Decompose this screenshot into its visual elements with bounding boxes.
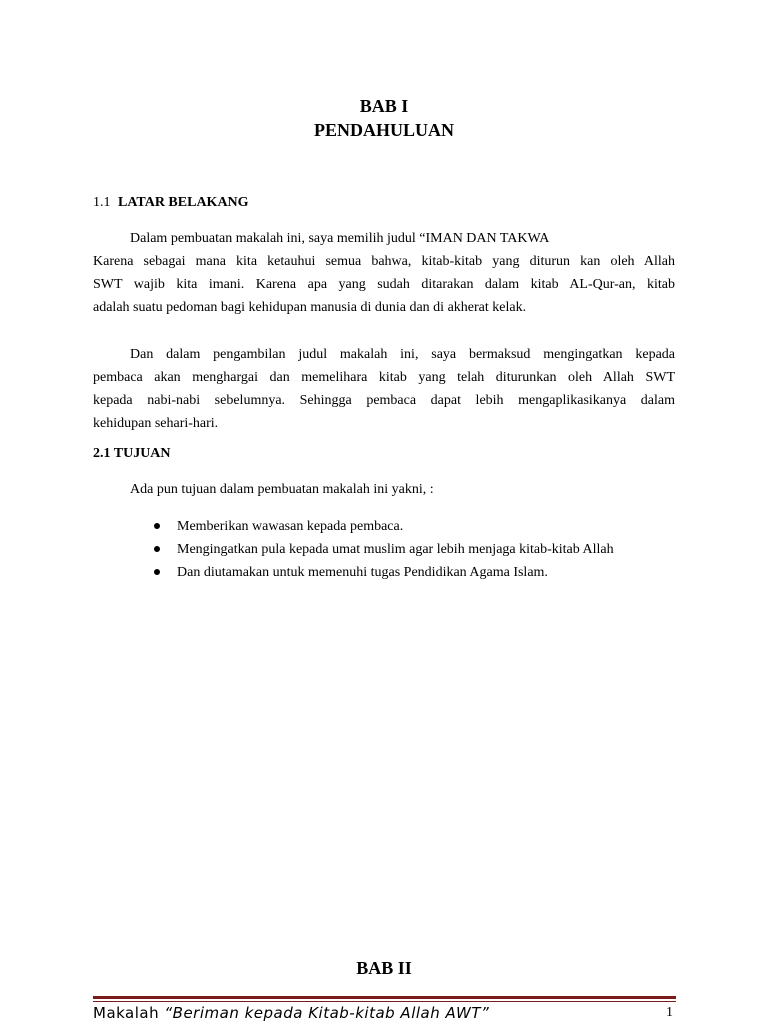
paragraph-line: kehidupan sehari-hari. bbox=[93, 416, 219, 431]
section-heading-tujuan: 2.1 TUJUAN bbox=[93, 446, 171, 461]
chapter-title: PENDAHULUAN bbox=[313, 120, 454, 140]
chapter-label: BAB I bbox=[359, 96, 409, 116]
list-item-text: Dan diutamakan untuk memenuhi tugas Pendidikan Agama Islam. bbox=[177, 565, 548, 580]
paragraph-line: pembaca akan menghargai dan memelihara kitab yang telah diturunkan oleh Allah SWT bbox=[93, 370, 675, 385]
footer-rule-thin bbox=[93, 1001, 676, 1002]
paragraph-line: Dalam pembuatan makalah ini, saya memilih judul “IMAN DAN TAKWA bbox=[130, 231, 550, 246]
paragraph-line: kepada nabi-nabi sebelumnya. Sehingga pembaca dapat lebih mengaplikasikanya dalam bbox=[93, 393, 675, 408]
list-item bbox=[130, 538, 614, 561]
bullet-icon bbox=[154, 546, 160, 552]
section-heading-latar-belakang bbox=[93, 194, 249, 212]
footer-prefix: Makalah bbox=[93, 1004, 165, 1022]
section-title: LATAR BELAKANG bbox=[118, 195, 249, 210]
list-item bbox=[130, 515, 614, 538]
list-item-text: Mengingatkan pula kepada umat muslim agar lebih menjaga kitab-kitab Allah bbox=[177, 542, 614, 557]
paragraph-line: Karena sebagai mana kita ketauhui semua bahwa, kitab-kitab yang diturun kan oleh Allah bbox=[93, 254, 675, 269]
footer-italic-title: “Beriman kepada Kitab-kitab Allah AWT” bbox=[164, 1004, 490, 1022]
chapter-2-label: BAB II bbox=[356, 958, 412, 978]
tujuan-bullet-list bbox=[130, 515, 614, 584]
page-number: 1 bbox=[666, 1005, 673, 1020]
paragraph-latar-belakang-2 bbox=[93, 343, 675, 435]
paragraph-latar-belakang-1 bbox=[93, 227, 675, 319]
footer-title bbox=[93, 1003, 489, 1023]
bullet-icon bbox=[154, 569, 160, 575]
paragraph-line: adalah suatu pedoman bagi kehidupan manusia di dunia dan di akherat kelak. bbox=[93, 300, 527, 315]
footer-rule-thick bbox=[93, 996, 676, 999]
section-number: 1.1 bbox=[93, 195, 111, 210]
paragraph-line: Dan dalam pengambilan judul makalah ini, saya bermaksud mengingatkan kepada bbox=[130, 347, 675, 362]
list-item-text: Memberikan wawasan kepada pembaca. bbox=[177, 519, 404, 534]
paragraph-line: SWT wajib kita imani. Karena apa yang sudah ditarakan dalam kitab AL-Qur-an, kitab bbox=[93, 277, 675, 292]
list-item bbox=[130, 561, 614, 584]
tujuan-intro: Ada pun tujuan dalam pembuatan makalah ini yakni, : bbox=[130, 482, 434, 497]
bullet-icon bbox=[154, 523, 160, 529]
